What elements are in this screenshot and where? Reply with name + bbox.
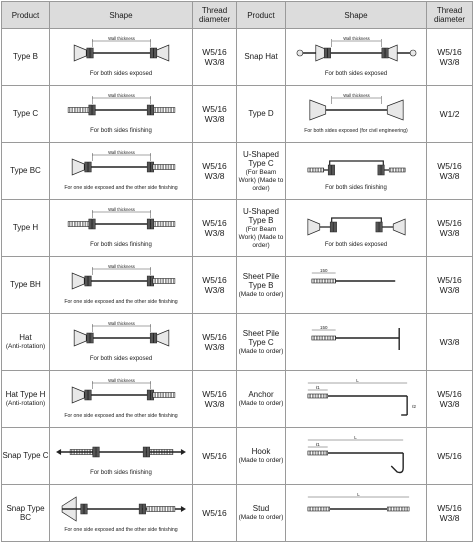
dimension-label: ℓ2 [412,403,417,410]
product-name-text: Type BC [10,166,41,176]
wall-thickness-label: Wall thickness [108,149,135,155]
table-row [2,86,473,143]
product-note: (For Beam Work) (Made to order) [238,168,284,192]
thread-size-value: W1/2 [439,109,460,119]
thread-size-value: W3/8 [204,228,225,238]
product-name-text: Stud [252,504,270,514]
right-thread-diameter [427,257,473,314]
right-thread-diameter [427,143,473,200]
shape-usage-label: For both sides finishing [90,128,152,134]
wall-thickness-label: Wall thickness [108,206,135,212]
right-shape-drawing [286,257,427,314]
shape-usage-label: For one side exposed and the other side finishing [64,185,178,191]
left-shape-drawing [50,428,193,485]
thread-size-value: W3/8 [204,342,225,352]
shape-usage-label: For one side exposed and the other side finishing [64,299,178,305]
shape-usage-label: For both sides exposed [324,242,388,248]
right-shape-drawing [286,86,427,143]
dimension-label: L [354,434,357,441]
thread-size-value: W5/16 [202,389,227,399]
wall-thickness-label: Wall thickness [108,377,135,383]
left-shape-drawing [50,371,193,428]
thread-size-value: W5/16 [202,451,227,461]
right-shape-drawing [286,314,427,371]
left-product-name [2,200,50,257]
left-shape-drawing [50,143,193,200]
left-shape-drawing [50,29,193,86]
table-row [2,200,473,257]
right-thread-diameter [427,314,473,371]
thread-size-value: W5/16 [202,508,227,518]
table-row [2,314,473,371]
right-product-name [237,86,286,143]
thread-size-value: W5/16 [202,104,227,114]
product-name-text: Hat [19,333,32,343]
dimension-label: ℓ1 [315,384,320,391]
product-name-text: Hook [251,447,271,457]
product-note: (Anti-rotation) [5,399,46,407]
shape-usage-label: For both sides finishing [325,185,387,191]
thread-size-value: W3/8 [439,399,460,409]
product-name-text: U-Shaped Type B [242,206,280,225]
product-name-text: Sheet Pile Type B [242,271,280,290]
form-tie-drawing-icon [286,257,426,313]
dimension-label: ℓ1 [315,441,320,448]
thread-size-value: W3/8 [439,171,460,181]
product-note: (Made to order) [238,399,284,407]
wall-thickness-label: Wall thickness [108,263,135,269]
product-name-text: Type D [248,109,274,119]
left-product-name [2,485,50,542]
thread-size-value: W5/16 [437,451,462,461]
product-name-text: Hat Type H [5,390,46,400]
left-thread-diameter [193,143,237,200]
table-row [2,485,473,542]
left-thread-diameter [193,86,237,143]
left-product-name [2,86,50,143]
thread-size-value: W5/16 [202,275,227,285]
left-thread-diameter [193,29,237,86]
wall-thickness-label: Wall thickness [108,92,135,98]
shape-usage-label: For both sides exposed (for civil engineering) [304,128,408,134]
right-product-name [237,143,286,200]
right-product-name [237,29,286,86]
product-name-text: Sheet Pile Type C [242,328,280,347]
thread-size-value: W3/8 [439,285,460,295]
right-shape-drawing [286,428,427,485]
product-note: (For Beam Work) (Made to order) [238,225,284,249]
right-thread-diameter [427,485,473,542]
product-name-text: Snap Hat [244,52,278,62]
right-product-name [237,200,286,257]
header-product-left: Product [2,2,50,29]
right-shape-drawing [286,29,427,86]
thread-size-value: W3/8 [439,337,460,347]
left-thread-diameter [193,257,237,314]
shape-usage-label: For both sides finishing [90,242,152,248]
thread-size-value: W3/8 [204,114,225,124]
table-row [2,371,473,428]
thread-size-value: W3/8 [204,285,225,295]
form-tie-drawing-icon [286,371,426,427]
thread-size-value: W5/16 [437,47,462,57]
header-thread-right: Thread diameter [427,2,473,29]
shape-usage-label: For one side exposed and the other side finishing [64,527,178,533]
product-note: (Anti-rotation) [5,342,46,350]
right-product-name [237,428,286,485]
wall-thickness-label: Wall thickness [343,92,370,98]
left-product-name [2,371,50,428]
left-product-name [2,257,50,314]
left-product-name [2,428,50,485]
thread-size-value: W3/8 [204,171,225,181]
left-thread-diameter [193,371,237,428]
product-name-text: Type C [12,109,39,119]
form-tie-drawing-icon [286,314,426,370]
product-name-text: U-Shaped Type C [242,149,280,168]
product-note: (Made to order) [238,290,284,298]
left-shape-drawing [50,86,193,143]
thread-size-value: W5/16 [202,47,227,57]
right-shape-drawing [286,143,427,200]
right-thread-diameter [427,371,473,428]
thread-size-value: W5/16 [437,503,462,513]
left-shape-drawing [50,485,193,542]
left-thread-diameter [193,485,237,542]
header-product-right: Product [237,2,286,29]
thread-size-value: W5/16 [202,218,227,228]
dimension-label: 150 [320,267,328,274]
form-tie-drawing-icon [286,428,426,484]
product-note: (Made to order) [238,456,284,464]
table-row [2,257,473,314]
thread-size-value: W5/16 [437,161,462,171]
product-name-text: Snap Type C [2,451,49,461]
shape-usage-label: For both sides finishing [90,470,152,476]
right-thread-diameter [427,86,473,143]
product-name-text: Anchor [248,390,274,400]
thread-size-value: W3/8 [439,57,460,67]
shape-usage-label: For both sides exposed [89,356,153,362]
product-name-text: Type BH [10,280,41,290]
product-note: (Made to order) [238,513,284,521]
form-tie-drawing-icon [286,485,426,541]
header-thread-left: Thread diameter [193,2,237,29]
header-row [2,2,473,29]
left-shape-drawing [50,200,193,257]
product-name-text: Snap Type BC [6,503,45,522]
wall-thickness-label: Wall thickness [343,35,370,41]
dimension-label: L [356,377,359,384]
header-shape-left: Shape [50,2,193,29]
thread-size-value: W3/8 [204,399,225,409]
table-row [2,428,473,485]
wall-thickness-label: Wall thickness [108,35,135,41]
table-row [2,143,473,200]
right-product-name [237,257,286,314]
product-table [1,1,473,542]
shape-usage-label: For one side exposed and the other side finishing [64,413,178,419]
thread-size-value: W3/8 [204,57,225,67]
shape-usage-label: For both sides exposed [324,71,388,77]
thread-size-value: W5/16 [202,332,227,342]
right-shape-drawing [286,371,427,428]
product-name-text: Type B [13,52,38,62]
right-product-name [237,485,286,542]
thread-size-value: W3/8 [439,513,460,523]
left-product-name [2,314,50,371]
dimension-label: 150 [320,324,328,331]
right-product-name [237,371,286,428]
thread-size-value: W5/16 [202,161,227,171]
left-thread-diameter [193,200,237,257]
right-thread-diameter [427,29,473,86]
right-shape-drawing [286,200,427,257]
left-shape-drawing [50,257,193,314]
table-row [2,29,473,86]
right-thread-diameter [427,200,473,257]
left-shape-drawing [50,314,193,371]
left-thread-diameter [193,428,237,485]
product-name-text: Type H [12,223,39,233]
right-thread-diameter [427,428,473,485]
right-shape-drawing [286,485,427,542]
thread-size-value: W3/8 [439,228,460,238]
right-product-name [237,314,286,371]
shape-usage-label: For both sides exposed [89,71,153,77]
thread-size-value: W5/16 [437,218,462,228]
left-thread-diameter [193,314,237,371]
header-shape-right: Shape [286,2,427,29]
dimension-label: L [357,491,360,498]
product-note: (Made to order) [238,347,284,355]
thread-size-value: W5/16 [437,275,462,285]
left-product-name [2,29,50,86]
thread-size-value: W5/16 [437,389,462,399]
wall-thickness-label: Wall thickness [108,320,135,326]
left-product-name [2,143,50,200]
